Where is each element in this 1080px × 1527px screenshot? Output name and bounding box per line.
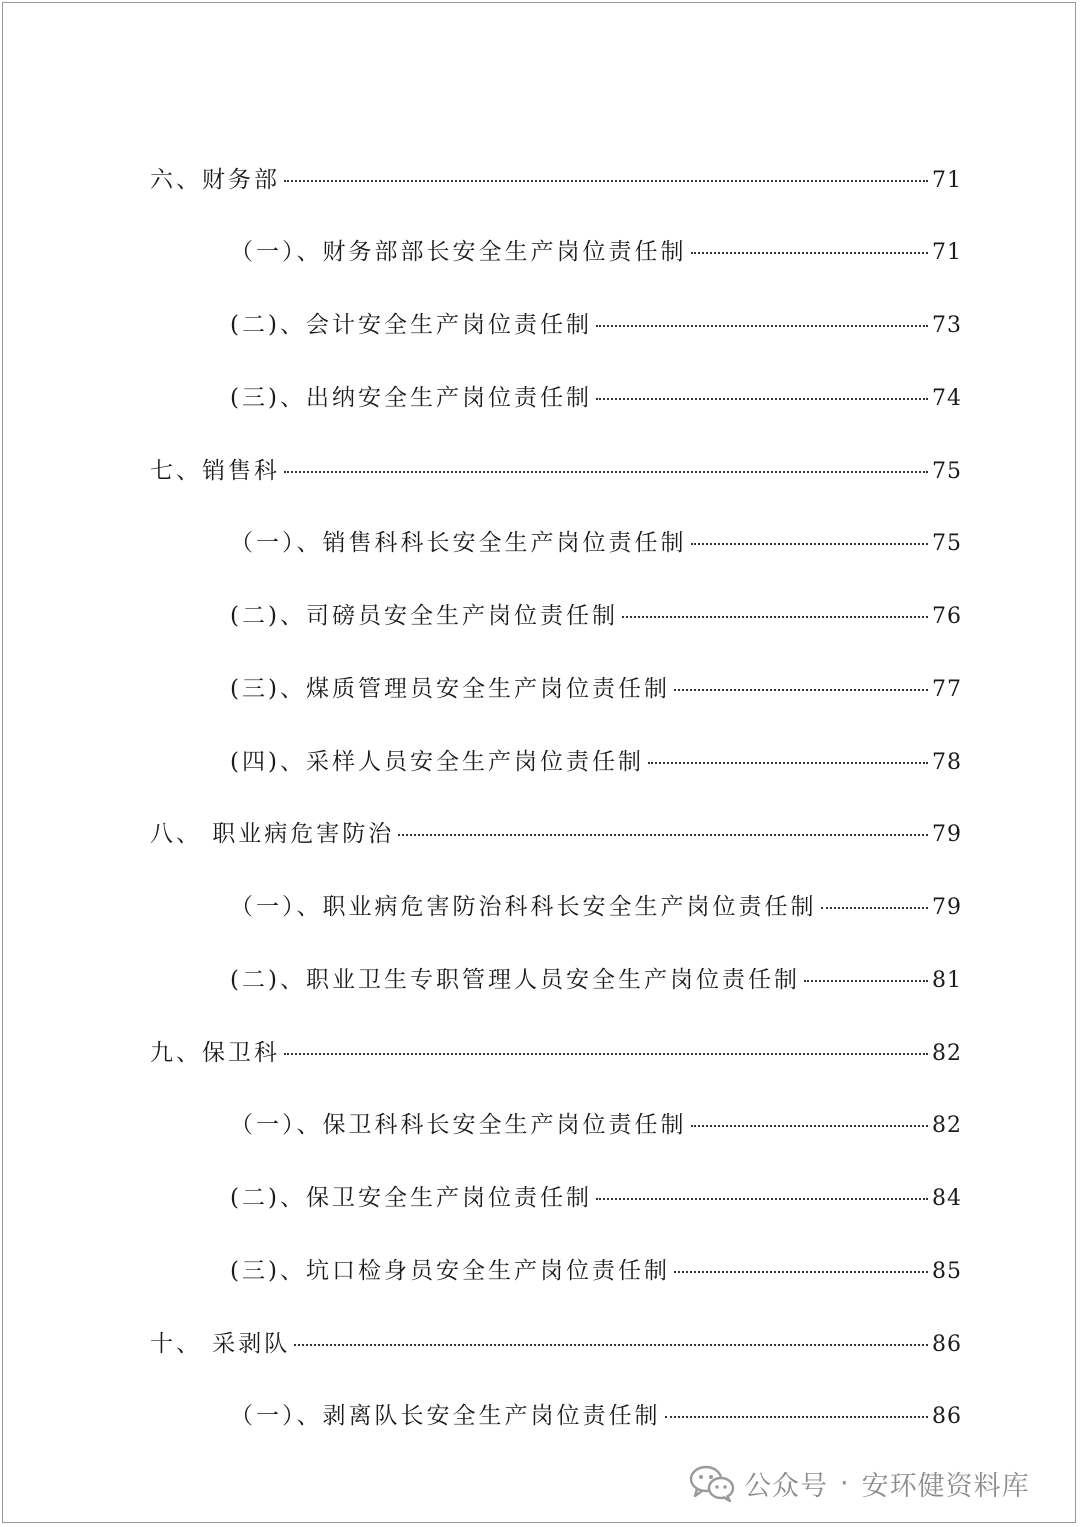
toc-entry-title: (三)、煤质管理员安全生产岗位责任制 [230,676,670,702]
toc-section-entry[interactable] [230,528,962,558]
toc-page-number: 86 [932,1404,962,1429]
toc-dot-leader [804,980,928,982]
toc-page-number: 79 [932,822,962,847]
toc-section-entry[interactable] [230,892,962,922]
toc-dot-leader [691,1125,929,1127]
toc-page-number: 74 [932,386,962,411]
toc-entry-title: (四)、采样人员安全生产岗位责任制 [230,749,644,775]
toc-dot-leader [665,1416,929,1418]
toc-page-number: 86 [932,1332,962,1357]
wechat-icon [688,1463,736,1503]
toc-page-number: 76 [932,604,962,629]
toc-section-entry[interactable] [230,1110,962,1140]
toc-entry-title: （一）、剥离队长安全生产岗位责任制 [230,1403,661,1429]
toc-dot-leader [691,252,929,254]
toc-dot-leader [596,398,928,400]
toc-dot-leader [674,689,928,691]
toc-page-number: 85 [932,1259,962,1284]
toc-page-number: 73 [932,313,962,338]
toc-page-number: 79 [932,895,962,920]
toc-chapter-entry[interactable] [150,819,962,849]
toc-entry-title: (二)、保卫安全生产岗位责任制 [230,1185,592,1211]
toc-entry-title: 七、销售科 [150,458,280,484]
toc-chapter-entry[interactable] [150,456,962,486]
toc-entry-title: （一）、职业病危害防治科科长安全生产岗位责任制 [230,894,817,920]
toc-dot-leader [294,1344,928,1346]
toc-page-number: 81 [932,968,962,993]
toc-dot-leader [284,1053,928,1055]
toc-entry-title: (二)、职业卫生专职管理人员安全生产岗位责任制 [230,967,800,993]
toc-entry-title: （一）、财务部部长安全生产岗位责任制 [230,239,687,265]
toc-dot-leader [648,762,928,764]
toc-section-entry[interactable] [230,1183,962,1213]
watermark [688,1460,1030,1506]
toc-dot-leader [284,471,928,473]
watermark-prefix: 公众号 [744,1470,828,1502]
toc-page-number: 77 [932,677,962,702]
toc-entry-title: (三)、坑口检身员安全生产岗位责任制 [230,1258,670,1284]
toc-dot-leader [398,834,928,836]
toc-entry-title: 八、 职业病危害防治 [150,821,395,847]
toc-entry-title: （一）、销售科科长安全生产岗位责任制 [230,530,687,556]
toc-dot-leader [284,180,928,182]
toc-dot-leader [596,325,928,327]
watermark-name: 安环健资料库 [861,1470,1030,1502]
toc-page-number: 78 [932,750,962,775]
toc-entry-title: (三)、出纳安全生产岗位责任制 [230,385,592,411]
toc-page-number: 84 [932,1186,962,1211]
toc-page-number: 71 [932,240,962,265]
toc-page-number: 71 [932,168,962,193]
toc-dot-leader [622,616,928,618]
toc-section-entry[interactable] [230,965,962,995]
toc-entry-title: 九、保卫科 [150,1040,280,1066]
toc-section-entry[interactable] [230,237,962,267]
toc-dot-leader [596,1198,928,1200]
toc-page-number: 82 [932,1041,962,1066]
toc-section-entry[interactable] [230,310,962,340]
toc-section-entry[interactable] [230,747,962,777]
toc-section-entry[interactable] [230,674,962,704]
toc-page-number: 75 [932,459,962,484]
toc-dot-leader [691,543,929,545]
toc-entry-title: 六、财务部 [150,167,280,193]
toc-chapter-entry[interactable] [150,165,962,195]
toc-entry-title: （一）、保卫科科长安全生产岗位责任制 [230,1112,687,1138]
toc-page-number: 82 [932,1113,962,1138]
toc-section-entry[interactable] [230,1401,962,1431]
toc-section-entry[interactable] [230,383,962,413]
toc-dot-leader [674,1271,928,1273]
toc-entry-title: (二)、会计安全生产岗位责任制 [230,312,592,338]
toc-chapter-entry[interactable] [150,1329,962,1359]
watermark-separator: · [840,1467,850,1499]
toc-dot-leader [821,907,929,909]
toc-section-entry[interactable] [230,1256,962,1286]
toc-section-entry[interactable] [230,601,962,631]
toc-chapter-entry[interactable] [150,1038,962,1068]
toc-entry-title: 十、 采剥队 [150,1331,291,1357]
toc-page-number: 75 [932,531,962,556]
toc-entry-title: (二)、司磅员安全生产岗位责任制 [230,603,618,629]
